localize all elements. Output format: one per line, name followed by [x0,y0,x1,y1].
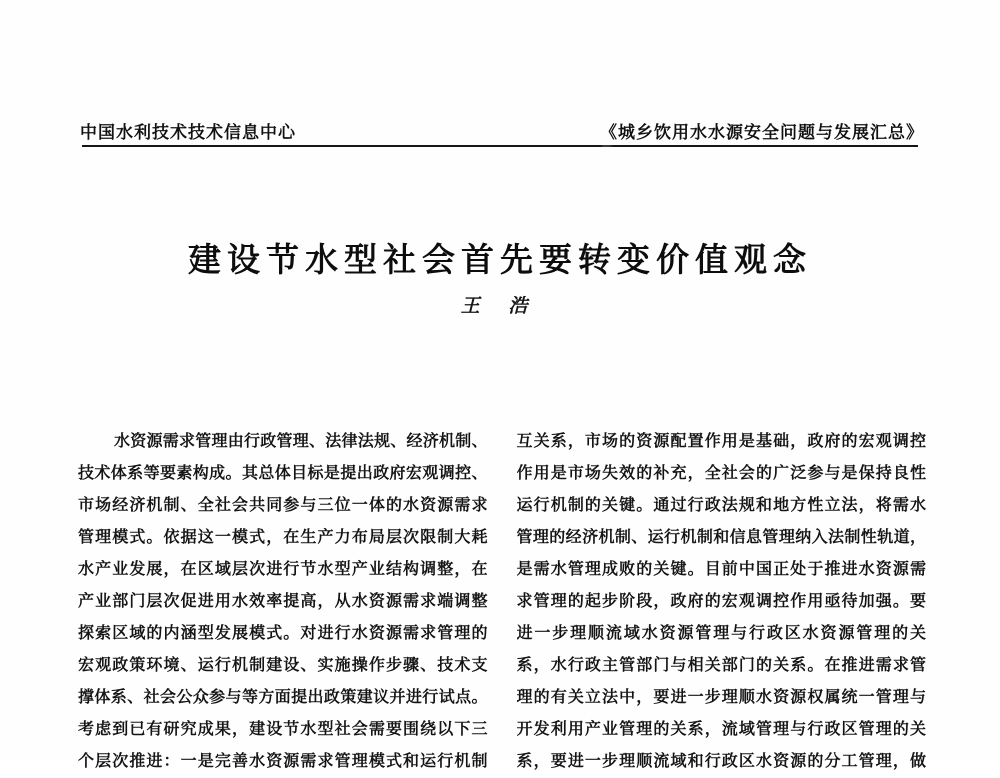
text-line: 管理模式。依据这一模式，在生产力布局层次限制大耗 [78,529,488,546]
body-columns [78,426,926,778]
text-line: 产业部门层次促进用水效率提高，从水资源需求端调整 [78,593,488,610]
header-right-text: 《城乡饮用水水源安全问题与发展汇总》 [600,123,924,142]
text-line: 管理的经济机制、运行机制和信息管理纳入法制性轨道， [516,529,926,546]
left-column [78,426,488,778]
text-line: 理的有关立法中，要进一步理顺水资源权属统一管理与 [516,689,926,706]
page-header [80,118,924,143]
text-line: 考虑到已有研究成果，建设节水型社会需要围绕以下三 [78,721,488,738]
text-line: 求管理的起步阶段，政府的宏观调控作用亟待加强。要 [516,593,926,610]
text-line: 技术体系等要素构成。其总体目标是提出政府宏观调控、 [78,465,488,482]
text-line: 运行机制的关键。通过行政法规和地方性立法，将需水 [516,497,926,514]
text-line: 进一步理顺流域水资源管理与行政区水资源管理的关 [516,625,926,642]
text-line: 水产业发展，在区域层次进行节水型产业结构调整，在 [78,561,488,578]
text-line: 探索区域的内涵型发展模式。对进行水资源需求管理的 [78,625,488,642]
text-line: 市场经济机制、全社会共同参与三位一体的水资源需求 [78,497,488,514]
right-column [517,426,927,778]
author-name: 王 浩 [460,296,540,317]
text-line: 水资源需求管理由行政管理、法律法规、经济机制、 [114,433,488,450]
text-line: 撑体系、社会公众参与等方面提出政策建议并进行试点。 [78,689,488,706]
text-line: 作用是市场失效的补充，全社会的广泛参与是保持良性 [516,465,926,482]
article-title: 建设节水型社会首先要转变价值观念 [188,241,812,278]
text-line: 系，水行政主管部门与相关部门的关系。在推进需求管 [516,657,926,674]
text-line: 个层次推进：一是完善水资源需求管理模式和运行机制 [78,753,488,770]
text-line: 宏观政策环境、运行机制建设、实施操作步骤、技术支 [78,657,488,674]
header-rule [82,145,918,147]
text-line: 开发利用产业管理的关系，流域管理与行政区管理的关 [516,721,926,738]
text-line: 系，要进一步理顺流域和行政区水资源的分工管理，做 [516,753,926,770]
header-left-text: 中国水利技术技术信息中心 [80,123,296,142]
text-line: 互关系，市场的资源配置作用是基础，政府的宏观调控 [516,433,926,450]
text-line: 是需水管理成败的关键。目前中国正处于推进水资源需 [516,561,926,578]
